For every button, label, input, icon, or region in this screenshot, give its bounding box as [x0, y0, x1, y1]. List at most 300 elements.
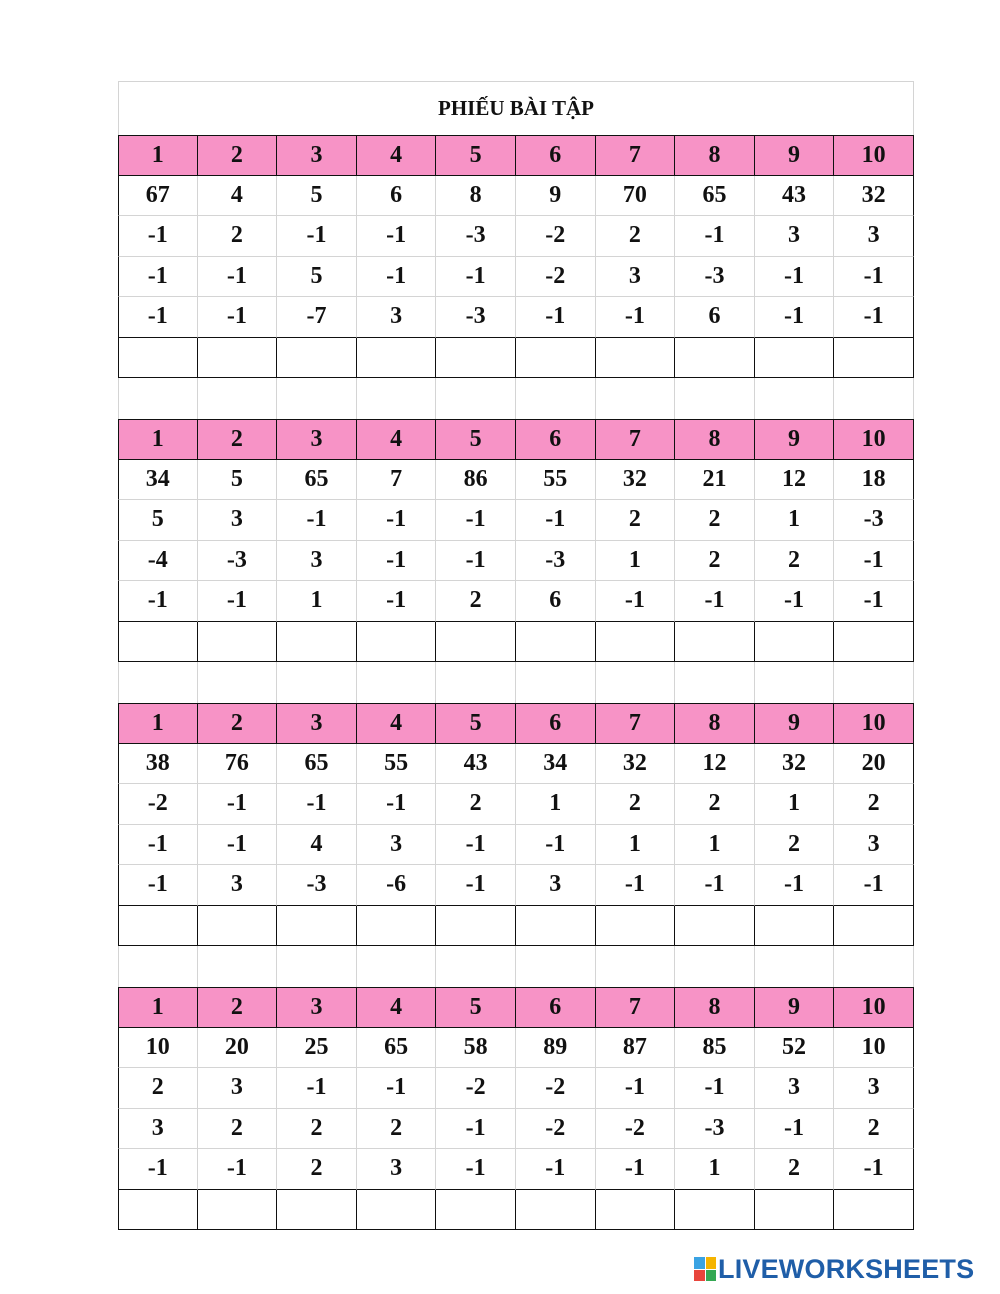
- header-cell: 9: [755, 703, 835, 744]
- number-cell: -2: [118, 784, 198, 825]
- spacer-cell: [277, 662, 357, 703]
- number-cell: -1: [675, 865, 755, 906]
- answer-cell[interactable]: [277, 338, 357, 379]
- number-cell: -1: [198, 825, 278, 866]
- number-cell: 3: [357, 825, 437, 866]
- block-spacer: [118, 946, 914, 987]
- number-cell: 2: [436, 784, 516, 825]
- number-cell: 34: [516, 744, 596, 785]
- block-spacer: [118, 378, 914, 419]
- number-cell: 65: [357, 1028, 437, 1069]
- answer-cell[interactable]: [436, 622, 516, 663]
- number-cell: 3: [834, 216, 914, 257]
- spacer-cell: [596, 662, 676, 703]
- number-row: [118, 1028, 914, 1069]
- number-cell: 3: [834, 1068, 914, 1109]
- number-cell: -1: [596, 1068, 676, 1109]
- header-cell: 8: [675, 419, 755, 460]
- answer-cell[interactable]: [834, 622, 914, 663]
- spacer-cell: [436, 946, 516, 987]
- number-cell: 10: [118, 1028, 198, 1069]
- answer-cell[interactable]: [118, 338, 198, 379]
- number-cell: 2: [675, 541, 755, 582]
- number-cell: -3: [277, 865, 357, 906]
- spacer-cell: [596, 378, 676, 419]
- number-row: [118, 297, 914, 338]
- number-cell: -1: [436, 541, 516, 582]
- worksheet: [118, 81, 914, 1230]
- header-row: [118, 987, 914, 1028]
- number-cell: 1: [516, 784, 596, 825]
- number-cell: 12: [755, 460, 835, 501]
- number-row: [118, 500, 914, 541]
- number-cell: -1: [118, 216, 198, 257]
- worksheet-title: PHIẾU BÀI TẬP: [118, 81, 914, 135]
- header-cell: 2: [198, 987, 278, 1028]
- spacer-cell: [675, 662, 755, 703]
- number-cell: -1: [198, 784, 278, 825]
- number-cell: -1: [118, 297, 198, 338]
- header-cell: 4: [357, 419, 437, 460]
- number-cell: 25: [277, 1028, 357, 1069]
- number-cell: -1: [436, 865, 516, 906]
- number-cell: -1: [755, 1109, 835, 1150]
- number-cell: 1: [675, 1149, 755, 1190]
- number-cell: -7: [277, 297, 357, 338]
- number-cell: -6: [357, 865, 437, 906]
- number-cell: 58: [436, 1028, 516, 1069]
- header-cell: 5: [436, 703, 516, 744]
- header-cell: 5: [436, 419, 516, 460]
- liveworksheets-logo-icon: [694, 1257, 716, 1281]
- number-cell: -2: [516, 1109, 596, 1150]
- answer-cell[interactable]: [436, 1190, 516, 1231]
- number-cell: 3: [198, 1068, 278, 1109]
- number-cell: 55: [357, 744, 437, 785]
- header-cell: 6: [516, 703, 596, 744]
- number-cell: 6: [516, 581, 596, 622]
- number-cell: 2: [755, 825, 835, 866]
- number-cell: 32: [834, 176, 914, 217]
- number-cell: 32: [596, 460, 676, 501]
- header-row: [118, 703, 914, 744]
- number-cell: -1: [675, 581, 755, 622]
- header-cell: 10: [834, 703, 914, 744]
- number-cell: -1: [357, 581, 437, 622]
- number-row: [118, 825, 914, 866]
- number-cell: -1: [675, 1068, 755, 1109]
- number-cell: 76: [198, 744, 278, 785]
- number-cell: 3: [357, 297, 437, 338]
- number-row: [118, 1149, 914, 1190]
- header-cell: 8: [675, 987, 755, 1028]
- header-cell: 9: [755, 135, 835, 176]
- number-cell: -1: [118, 1149, 198, 1190]
- number-cell: -1: [436, 1149, 516, 1190]
- answer-row: [118, 622, 914, 663]
- spacer-cell: [198, 378, 278, 419]
- answer-cell[interactable]: [596, 1190, 676, 1231]
- number-cell: 67: [118, 176, 198, 217]
- number-cell: -3: [834, 500, 914, 541]
- number-row: [118, 216, 914, 257]
- answer-cell[interactable]: [834, 338, 914, 379]
- number-cell: 1: [675, 825, 755, 866]
- answer-cell[interactable]: [755, 906, 835, 947]
- spacer-cell: [277, 946, 357, 987]
- answer-row: [118, 1190, 914, 1231]
- number-cell: -1: [357, 784, 437, 825]
- number-cell: 52: [755, 1028, 835, 1069]
- answer-cell[interactable]: [755, 622, 835, 663]
- answer-cell[interactable]: [277, 906, 357, 947]
- answer-cell[interactable]: [516, 1190, 596, 1231]
- number-cell: -1: [357, 257, 437, 298]
- number-cell: -1: [357, 216, 437, 257]
- answer-cell[interactable]: [277, 622, 357, 663]
- answer-cell[interactable]: [516, 906, 596, 947]
- header-cell: 8: [675, 703, 755, 744]
- number-cell: 70: [596, 176, 676, 217]
- header-cell: 9: [755, 419, 835, 460]
- number-cell: 38: [118, 744, 198, 785]
- number-cell: 6: [675, 297, 755, 338]
- number-cell: -1: [516, 825, 596, 866]
- header-cell: 2: [198, 419, 278, 460]
- answer-cell[interactable]: [436, 338, 516, 379]
- number-cell: -1: [357, 1068, 437, 1109]
- answer-cell[interactable]: [516, 622, 596, 663]
- header-cell: 7: [596, 703, 676, 744]
- answer-cell[interactable]: [675, 906, 755, 947]
- header-cell: 2: [198, 703, 278, 744]
- number-row: [118, 784, 914, 825]
- answer-cell[interactable]: [198, 622, 278, 663]
- answer-cell[interactable]: [675, 338, 755, 379]
- header-cell: 6: [516, 419, 596, 460]
- number-cell: -1: [834, 1149, 914, 1190]
- header-cell: 7: [596, 135, 676, 176]
- number-cell: 8: [436, 176, 516, 217]
- number-cell: 3: [755, 216, 835, 257]
- spacer-cell: [755, 946, 835, 987]
- answer-cell[interactable]: [198, 338, 278, 379]
- number-cell: 2: [755, 541, 835, 582]
- number-cell: -1: [755, 297, 835, 338]
- number-row: [118, 865, 914, 906]
- header-cell: 2: [198, 135, 278, 176]
- number-cell: -1: [198, 257, 278, 298]
- number-cell: -3: [198, 541, 278, 582]
- spacer-cell: [834, 946, 914, 987]
- number-cell: 2: [755, 1149, 835, 1190]
- exercise-block: [118, 419, 914, 662]
- answer-cell[interactable]: [118, 1190, 198, 1231]
- spacer-cell: [436, 662, 516, 703]
- header-cell: 1: [118, 987, 198, 1028]
- header-cell: 3: [277, 987, 357, 1028]
- number-cell: 5: [118, 500, 198, 541]
- number-cell: 12: [675, 744, 755, 785]
- answer-cell[interactable]: [596, 906, 676, 947]
- number-cell: -1: [755, 581, 835, 622]
- number-cell: 6: [357, 176, 437, 217]
- number-cell: 3: [357, 1149, 437, 1190]
- number-cell: 43: [755, 176, 835, 217]
- header-cell: 6: [516, 987, 596, 1028]
- number-cell: -1: [596, 581, 676, 622]
- number-cell: -1: [436, 1109, 516, 1150]
- number-cell: -3: [436, 297, 516, 338]
- header-cell: 5: [436, 135, 516, 176]
- number-cell: 86: [436, 460, 516, 501]
- spacer-cell: [675, 378, 755, 419]
- header-cell: 7: [596, 419, 676, 460]
- answer-cell[interactable]: [277, 1190, 357, 1231]
- header-cell: 3: [277, 135, 357, 176]
- spacer-cell: [118, 662, 198, 703]
- header-cell: 9: [755, 987, 835, 1028]
- number-row: [118, 581, 914, 622]
- answer-cell[interactable]: [357, 338, 437, 379]
- answer-cell[interactable]: [357, 1190, 437, 1231]
- number-cell: -1: [834, 541, 914, 582]
- number-cell: 21: [675, 460, 755, 501]
- number-cell: -2: [516, 257, 596, 298]
- exercise-block: [118, 703, 914, 946]
- header-cell: 1: [118, 703, 198, 744]
- number-cell: -1: [675, 216, 755, 257]
- number-cell: -1: [436, 500, 516, 541]
- number-cell: -1: [357, 500, 437, 541]
- number-cell: 2: [675, 500, 755, 541]
- number-cell: 43: [436, 744, 516, 785]
- number-cell: -1: [516, 1149, 596, 1190]
- number-cell: -1: [834, 257, 914, 298]
- spacer-cell: [198, 662, 278, 703]
- number-cell: -3: [436, 216, 516, 257]
- number-cell: 9: [516, 176, 596, 217]
- number-cell: 34: [118, 460, 198, 501]
- spacer-cell: [596, 946, 676, 987]
- answer-cell[interactable]: [118, 622, 198, 663]
- number-cell: 65: [675, 176, 755, 217]
- number-cell: 65: [277, 744, 357, 785]
- number-cell: -1: [198, 581, 278, 622]
- number-cell: 2: [357, 1109, 437, 1150]
- number-cell: -1: [277, 500, 357, 541]
- number-cell: 2: [277, 1109, 357, 1150]
- answer-cell[interactable]: [596, 338, 676, 379]
- number-row: [118, 257, 914, 298]
- header-cell: 8: [675, 135, 755, 176]
- spacer-cell: [516, 946, 596, 987]
- header-cell: 1: [118, 419, 198, 460]
- number-row: [118, 1109, 914, 1150]
- number-cell: -2: [596, 1109, 676, 1150]
- number-cell: 3: [277, 541, 357, 582]
- number-cell: -1: [198, 1149, 278, 1190]
- number-cell: -3: [675, 1109, 755, 1150]
- number-cell: 2: [834, 1109, 914, 1150]
- liveworksheets-brand[interactable]: [694, 1254, 974, 1284]
- number-cell: 1: [596, 541, 676, 582]
- number-cell: 32: [755, 744, 835, 785]
- number-cell: 3: [596, 257, 676, 298]
- number-cell: 5: [277, 257, 357, 298]
- number-cell: 2: [198, 1109, 278, 1150]
- number-cell: 2: [118, 1068, 198, 1109]
- number-cell: -1: [834, 865, 914, 906]
- number-cell: 3: [834, 825, 914, 866]
- header-cell: 4: [357, 135, 437, 176]
- number-cell: -3: [675, 257, 755, 298]
- header-cell: 1: [118, 135, 198, 176]
- number-cell: 55: [516, 460, 596, 501]
- spacer-cell: [118, 946, 198, 987]
- number-cell: 7: [357, 460, 437, 501]
- answer-cell[interactable]: [755, 1190, 835, 1231]
- brand-text: LIVEWORKSHEETS: [718, 1253, 975, 1284]
- number-cell: 3: [755, 1068, 835, 1109]
- answer-cell[interactable]: [596, 622, 676, 663]
- number-cell: 32: [596, 744, 676, 785]
- header-cell: 3: [277, 703, 357, 744]
- number-cell: -1: [277, 216, 357, 257]
- answer-row: [118, 906, 914, 947]
- number-cell: 3: [516, 865, 596, 906]
- number-cell: -1: [834, 297, 914, 338]
- number-cell: 1: [596, 825, 676, 866]
- header-cell: 4: [357, 703, 437, 744]
- number-cell: -1: [118, 257, 198, 298]
- number-cell: 2: [675, 784, 755, 825]
- number-cell: -2: [516, 216, 596, 257]
- spacer-cell: [357, 378, 437, 419]
- exercise-blocks: [118, 135, 914, 1230]
- number-cell: 2: [834, 784, 914, 825]
- header-cell: 6: [516, 135, 596, 176]
- spacer-cell: [516, 662, 596, 703]
- answer-cell[interactable]: [755, 338, 835, 379]
- number-cell: 2: [596, 500, 676, 541]
- number-cell: 2: [596, 784, 676, 825]
- number-cell: 20: [198, 1028, 278, 1069]
- number-cell: 20: [834, 744, 914, 785]
- answer-cell[interactable]: [357, 622, 437, 663]
- answer-cell[interactable]: [198, 906, 278, 947]
- header-cell: 3: [277, 419, 357, 460]
- number-row: [118, 176, 914, 217]
- answer-cell[interactable]: [118, 906, 198, 947]
- number-cell: -4: [118, 541, 198, 582]
- number-cell: 89: [516, 1028, 596, 1069]
- number-cell: -1: [118, 825, 198, 866]
- number-cell: -1: [198, 297, 278, 338]
- number-cell: -2: [516, 1068, 596, 1109]
- spacer-cell: [357, 662, 437, 703]
- answer-cell[interactable]: [436, 906, 516, 947]
- number-cell: 2: [198, 216, 278, 257]
- spacer-cell: [357, 946, 437, 987]
- spacer-cell: [436, 378, 516, 419]
- number-cell: 85: [675, 1028, 755, 1069]
- number-row: [118, 744, 914, 785]
- number-row: [118, 541, 914, 582]
- number-cell: -1: [277, 1068, 357, 1109]
- number-cell: -2: [436, 1068, 516, 1109]
- spacer-cell: [277, 378, 357, 419]
- number-cell: 2: [596, 216, 676, 257]
- number-cell: -1: [755, 257, 835, 298]
- header-cell: 7: [596, 987, 676, 1028]
- number-cell: 4: [198, 176, 278, 217]
- number-cell: -1: [834, 581, 914, 622]
- spacer-cell: [755, 662, 835, 703]
- number-cell: 5: [277, 176, 357, 217]
- header-row: [118, 419, 914, 460]
- header-cell: 10: [834, 419, 914, 460]
- block-spacer: [118, 662, 914, 703]
- answer-cell[interactable]: [834, 906, 914, 947]
- number-cell: 2: [277, 1149, 357, 1190]
- number-cell: -1: [596, 297, 676, 338]
- number-cell: 65: [277, 460, 357, 501]
- number-cell: -1: [596, 1149, 676, 1190]
- header-cell: 5: [436, 987, 516, 1028]
- number-cell: -1: [436, 825, 516, 866]
- spacer-cell: [198, 946, 278, 987]
- number-cell: 1: [755, 784, 835, 825]
- number-cell: 87: [596, 1028, 676, 1069]
- number-cell: 1: [755, 500, 835, 541]
- number-cell: -1: [436, 257, 516, 298]
- number-cell: 4: [277, 825, 357, 866]
- spacer-cell: [834, 662, 914, 703]
- number-cell: 3: [198, 865, 278, 906]
- header-cell: 10: [834, 135, 914, 176]
- answer-cell[interactable]: [198, 1190, 278, 1231]
- number-cell: 5: [198, 460, 278, 501]
- number-cell: -1: [596, 865, 676, 906]
- number-cell: -1: [118, 865, 198, 906]
- number-cell: -3: [516, 541, 596, 582]
- answer-cell[interactable]: [516, 338, 596, 379]
- answer-row: [118, 338, 914, 379]
- header-cell: 10: [834, 987, 914, 1028]
- number-row: [118, 460, 914, 501]
- spacer-cell: [834, 378, 914, 419]
- exercise-block: [118, 987, 914, 1230]
- number-cell: -1: [118, 581, 198, 622]
- number-cell: -1: [516, 500, 596, 541]
- number-row: [118, 1068, 914, 1109]
- answer-cell[interactable]: [357, 906, 437, 947]
- spacer-cell: [118, 378, 198, 419]
- answer-cell[interactable]: [834, 1190, 914, 1231]
- answer-cell[interactable]: [675, 1190, 755, 1231]
- header-row: [118, 135, 914, 176]
- number-cell: -1: [755, 865, 835, 906]
- spacer-cell: [675, 946, 755, 987]
- number-cell: 1: [277, 581, 357, 622]
- number-cell: -1: [277, 784, 357, 825]
- exercise-block: [118, 135, 914, 378]
- answer-cell[interactable]: [675, 622, 755, 663]
- number-cell: 3: [118, 1109, 198, 1150]
- spacer-cell: [755, 378, 835, 419]
- spacer-cell: [516, 378, 596, 419]
